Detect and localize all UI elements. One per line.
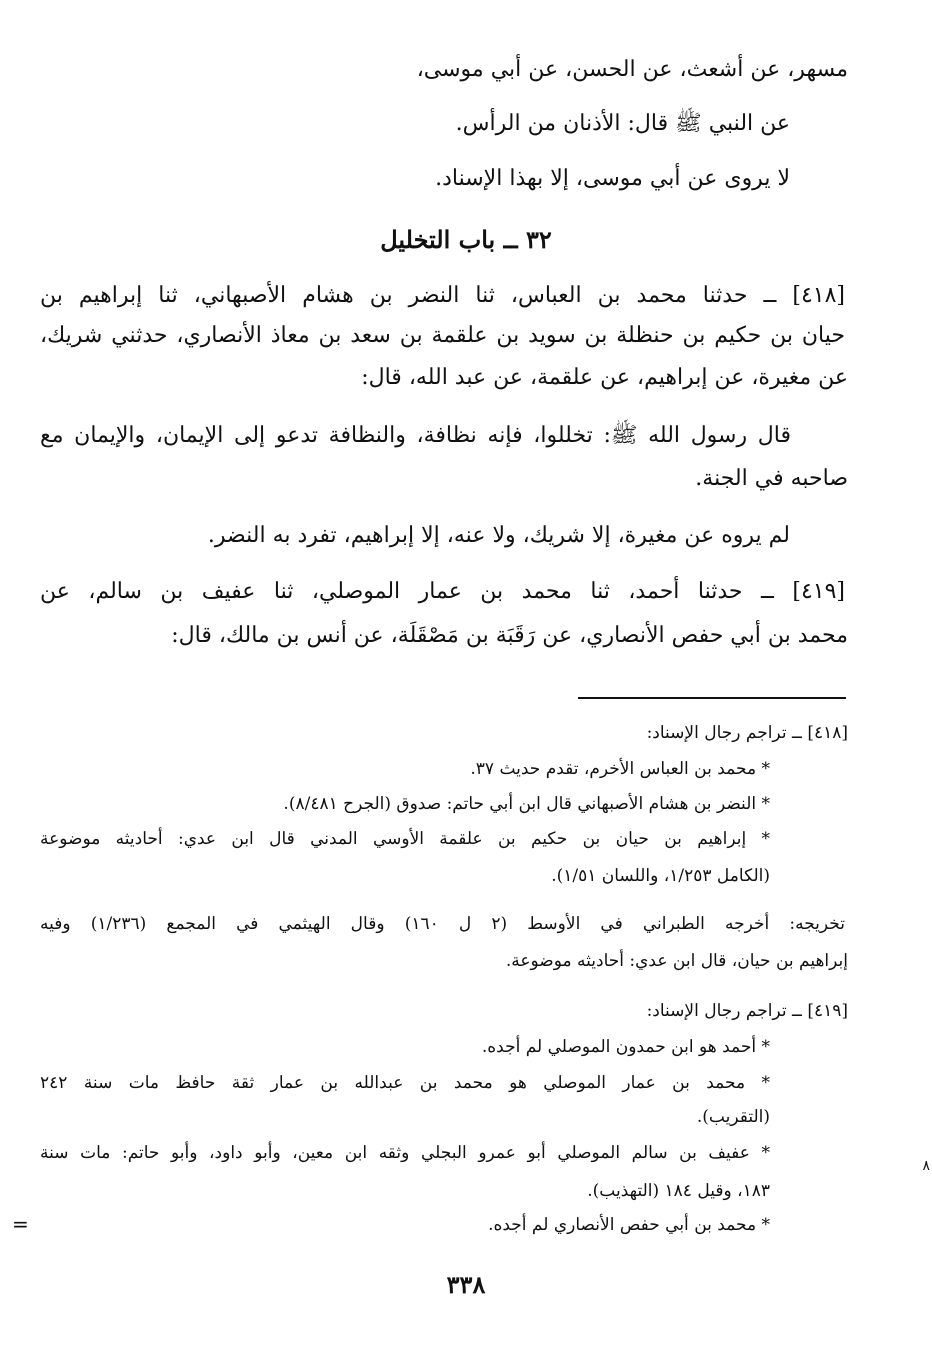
hadith-418-line: [٤١٨] ــ حدثنا محمد بن العباس، ثنا النضر بن هشام الأصبهاني، ثنا إبراهيم بن [40,283,845,308]
footnote-heading: [٤١٩] ــ تراجم رجال الإسناد: [646,1001,848,1021]
footnote-item: * محمد بن العباس الأخرم، تقدم حديث ٣٧. [470,759,770,779]
hadith-418-line: عن مغيرة، عن إبراهيم، عن علقمة، عن عبد الله، قال: [361,365,848,390]
text-line: لا يروى عن أبي موسى، إلا بهذا الإسناد. [435,166,790,191]
footnote-item: (الكامل ١/٢٥٣، واللسان ١/٥١). [551,866,770,886]
footnote-item: * عفيف بن سالم الموصلي أبو عمرو البجلي وثقه ابن معين، وأبو داود، وأبو حاتم: مات سنة [40,1143,770,1163]
hadith-419-line: [٤١٩] ــ حدثنا أحمد، ثنا محمد بن عمار الموصلي، ثنا عفيف بن سالم، عن [40,579,845,604]
text-line: عن النبي ﷺ قال: الأذنان من الرأس. [455,111,790,136]
footnote-item: * النضر بن هشام الأصبهاني قال ابن أبي حاتم: صدوق (الجرح ٨/٤٨١). [283,794,770,814]
hadith-418-line: حيان بن حكيم بن حنظلة بن سويد بن علقمة بن سعد بن معاذ الأنصاري، حدثني شريك، [40,323,845,348]
text-line: مسهر، عن أشعث، عن الحسن، عن أبي موسى، [416,57,848,82]
footnote-item: * محمد بن أبي حفص الأنصاري لم أجده. [488,1215,770,1235]
chapter-heading: ٣٢ ــ باب التخليل [380,225,552,254]
footnote-item: ١٨٣، وقيل ١٨٤ (التهذيب). [587,1181,770,1201]
hadith-418-matn: قال رسول الله ﷺ: تخللوا، فإنه نظافة، والنظافة تدعو إلى الإيمان، والإيمان مع [40,423,791,448]
margin-mark: ٨ [922,1158,930,1174]
footnote-heading: [٤١٨] ــ تراجم رجال الإسناد: [646,723,848,743]
footnote-item: * إبراهيم بن حيان بن حكيم بن علقمة الأوسي المدني قال ابن عدي: أحاديثه موضوعة [40,829,770,849]
footnote-item: * أحمد هو ابن حمدون الموصلي لم أجده. [481,1037,770,1057]
footnote-separator [578,697,846,699]
hadith-418-matn: صاحبه في الجنة. [695,466,848,491]
page-number: ٣٣٨ [446,1270,486,1299]
takhrij-line: إبراهيم بن حيان، قال ابن عدي: أحاديثه موضوعة. [505,951,848,971]
footnote-item: * محمد بن عمار الموصلي هو محمد بن عبدالله بن عمار ثقة حافظ مات سنة ٢٤٢ [40,1073,770,1093]
footnote-item: (التقريب). [696,1107,770,1127]
takhrij-line: تخريجه: أخرجه الطبراني في الأوسط (٢ ل ١٦٠) وقال الهيثمي في المجمع (١/٢٣٦) وفيه [40,914,845,934]
hadith-419-line: محمد بن أبي حفص الأنصاري، عن رَقَبَة بن مَصْقَلَة، عن أنس بن مالك، قال: [171,623,848,648]
margin-mark: = [12,1212,29,1236]
hadith-418-note: لم يروه عن مغيرة، إلا شريك، ولا عنه، إلا إبراهيم، تفرد به النضر. [207,523,790,548]
